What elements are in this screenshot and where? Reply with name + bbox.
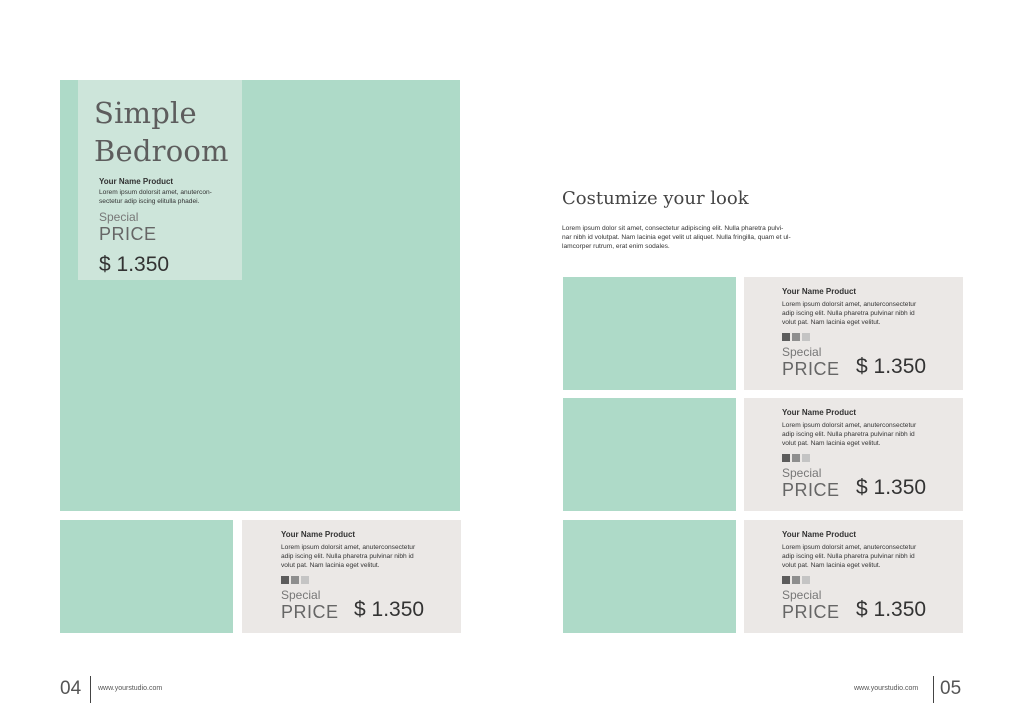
special-label: Special: [782, 345, 822, 359]
product-name: Your Name Product: [782, 287, 857, 296]
price-word: PRICE: [782, 480, 840, 500]
description-line: adip iscing elit. Nulla pharetra pulvinar nibh id: [281, 553, 414, 561]
product-image-placeholder: [60, 520, 233, 633]
hero-special-label: Special: [99, 210, 139, 224]
product-price: $ 1.350: [856, 476, 927, 499]
price-word: PRICE: [281, 602, 339, 622]
color-swatch-mid: [792, 333, 800, 341]
product-description: [782, 300, 957, 328]
hero-price-word: PRICE: [99, 224, 157, 244]
description-line: Lorem ipsum dolorsit amet, anuterconsectetur: [782, 422, 917, 429]
title-line-1: Simple: [94, 96, 197, 130]
product-image-placeholder: [563, 520, 736, 633]
color-swatch-mid: [792, 576, 800, 584]
color-swatch-mid: [792, 454, 800, 462]
price-word: PRICE: [782, 602, 840, 622]
description-line: adip iscing elit. Nulla pharetra pulvinar nibh id: [782, 431, 915, 439]
intro-line: Lorem ipsum dolor sit amet, consectetur adipiscing elit. Nulla pharetra pulvi-: [562, 225, 784, 232]
title-line-2: Bedroom: [94, 134, 229, 168]
description-line: volut pat. Nam lacinia eget velitut.: [281, 562, 380, 570]
product-card: [744, 398, 963, 511]
product-card: [744, 277, 963, 390]
intro-line: nar nibh id volutpat. Nam lacinia eget velit ut aliquet. Nulla fringilla, quam et ul-: [562, 234, 791, 242]
product-image-placeholder: [563, 398, 736, 511]
section-intro: [562, 224, 802, 252]
product-description: [782, 543, 957, 571]
color-swatches: [782, 576, 812, 584]
product-description: [281, 543, 456, 571]
color-swatch-light: [802, 333, 810, 341]
description-line: volut pat. Nam lacinia eget velitut.: [782, 440, 881, 448]
footer-divider: [933, 676, 934, 703]
hero-product-description: [99, 188, 239, 206]
product-card: [744, 520, 963, 633]
color-swatch-dark: [782, 333, 790, 341]
product-price: $ 1.350: [354, 598, 425, 621]
special-label: Special: [782, 466, 822, 480]
special-label: Special: [782, 588, 822, 602]
product-name: Your Name Product: [281, 530, 356, 539]
color-swatch-mid: [291, 576, 299, 584]
special-label: Special: [281, 588, 321, 602]
color-swatch-light: [802, 454, 810, 462]
page-number: 04: [60, 678, 82, 699]
hero-price: $ 1.350: [99, 253, 170, 276]
description-line: Lorem ipsum dolorsit amet, anuterconsectetur: [782, 301, 917, 308]
product-card: [242, 520, 461, 633]
color-swatches: [281, 576, 311, 584]
product-name: Your Name Product: [782, 408, 857, 417]
description-line: volut pat. Nam lacinia eget velitut.: [782, 562, 881, 570]
description-line: Lorem ipsum dolorsit amet, anuterconsectetur: [782, 544, 917, 551]
page-title: [94, 94, 229, 170]
section-heading: Costumize your look: [562, 188, 749, 209]
color-swatch-light: [301, 576, 309, 584]
color-swatch-dark: [281, 576, 289, 584]
description-line: Lorem ipsum dolorsit amet, anutercon-: [99, 189, 212, 196]
product-price: $ 1.350: [856, 598, 927, 621]
product-description: [782, 421, 957, 449]
page-number: 05: [940, 678, 962, 699]
color-swatch-dark: [782, 576, 790, 584]
color-swatches: [782, 333, 812, 341]
product-image-placeholder: [563, 277, 736, 390]
color-swatches: [782, 454, 812, 462]
description-line: sectetur adip iscing elitulla phadei.: [99, 198, 200, 206]
hero-product-name: Your Name Product: [99, 177, 174, 186]
description-line: adip iscing elit. Nulla pharetra pulvinar nibh id: [782, 310, 915, 318]
description-line: volut pat. Nam lacinia eget velitut.: [782, 319, 881, 327]
footer-divider: [90, 676, 91, 703]
description-line: adip iscing elit. Nulla pharetra pulvinar nibh id: [782, 553, 915, 561]
website-link[interactable]: www.yourstudio.com: [854, 685, 919, 692]
description-line: Lorem ipsum dolorsit amet, anuterconsectetur: [281, 544, 416, 551]
product-name: Your Name Product: [782, 530, 857, 539]
intro-line: lamcorper rutrum, erat enim sodales.: [562, 243, 670, 251]
color-swatch-dark: [782, 454, 790, 462]
website-link[interactable]: www.yourstudio.com: [98, 685, 163, 692]
price-word: PRICE: [782, 359, 840, 379]
color-swatch-light: [802, 576, 810, 584]
product-price: $ 1.350: [856, 355, 927, 378]
